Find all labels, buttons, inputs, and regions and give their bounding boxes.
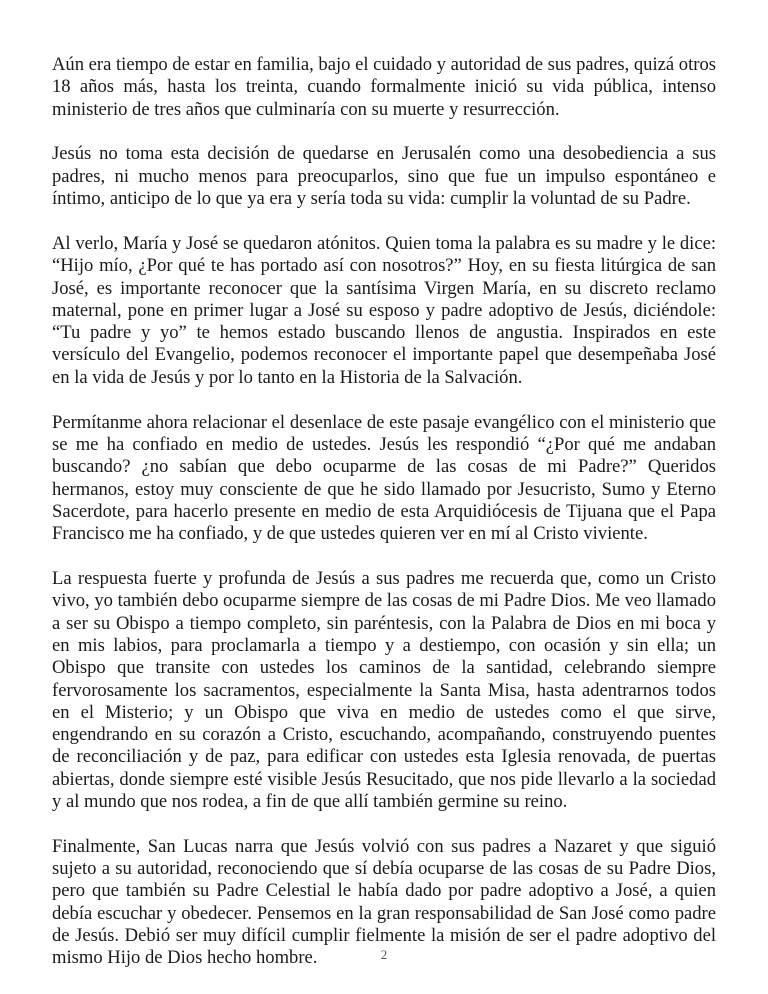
page-number: 2 [380,947,388,962]
paragraph-4: Permítanme ahora relacionar el desenlace de este pasaje evangélico con el ministerio que se me ha confiado en medio de ustedes. Jesús les respondió “¿Por qué me andaban buscando? ¿no sabían que debo ocuparme de las cosas de mi Padre?” Queridos hermanos, estoy muy consciente de que he sido llamado por Jesucristo, Sumo y Eterno Sacerdote, para hacerlo presente en medio de esta Arquidiócesis de Tijuana que el Papa Francisco me ha confiado, y de que ustedes quieren ver en mí al Cristo viviente. [52,411,716,545]
paragraph-1: Aún era tiempo de estar en familia, bajo el cuidado y autoridad de sus padres, quizá otros 18 años más, hasta los treinta, cuando formalmente inició su vida pública, intenso ministerio de tres años que culminaría con su muerte y resurrección. [52,54,716,120]
paragraph-5: La respuesta fuerte y profunda de Jesús a sus padres me recuerda que, como un Cristo vivo, yo también debo ocuparme siempre de las cosas de mi Padre Dios. Me veo llamado a ser su Obispo a tiempo completo, sin paréntesis, con la Palabra de Dios en mi boca y en mis labios, para proclamarla a tiempo y a destiempo, con ocasión y sin ella; un Obispo que transite con ustedes los caminos de la santidad, celebrando siempre fervorosamente los sacramentos, especialmente la Santa Misa, hasta adentrarnos todos en el Misterio; y un Obispo que viva en medio de ustedes como el que sirve, engendrando en su corazón a Cristo, escuchando, acompañando, construyendo puentes de reconciliación y de paz, para edificar con ustedes esta Iglesia renovada, de puertas abiertas, donde siempre esté visible Jesús Resucitado, que nos pide llevarlo a la sociedad y al mundo que nos rodea, a fin de que allí también germine su reino. [52,568,716,812]
document-body [52,54,716,992]
paragraph-3: Al verlo, María y José se quedaron atónitos. Quien toma la palabra es su madre y le dice: “Hijo mío, ¿Por qué te has portado así con nosotros?” Hoy, en su fiesta litúrgica de san José, es importante reconocer que la santísima Virgen María, en su discreto reclamo maternal, pone en primer lugar a José su esposo y padre adoptivo de Jesús, diciéndole: “Tu padre y yo” te hemos estado buscando llenos de angustia. Inspirados en este versículo del Evangelio, podemos reconocer el importante papel que desempeñaba José en la vida de Jesús y por lo tanto en la Historia de la Salvación. [52,232,716,388]
paragraph-6: Finalmente, San Lucas narra que Jesús volvió con sus padres a Nazaret y que siguió sujeto a su autoridad, reconociendo que sí debía ocuparse de las cosas de su Padre Dios, pero que también su Padre Celestial le había dado por padre adoptivo a José, a quien debía escuchar y obedecer. Pensemos en la gran responsabilidad de San José como padre de Jesús. Debió ser muy difícil cumplir fielmente la misión de ser el padre adoptivo del mismo Hijo de Dios hecho hombre. [52,835,716,969]
paragraph-2: Jesús no toma esta decisión de quedarse en Jerusalén como una desobediencia a sus padres, ni mucho menos para preocuparlos, sino que fue un impulso espontáneo e íntimo, anticipo de lo que ya era y sería toda su vida: cumplir la voluntad de su Padre. [52,143,716,210]
